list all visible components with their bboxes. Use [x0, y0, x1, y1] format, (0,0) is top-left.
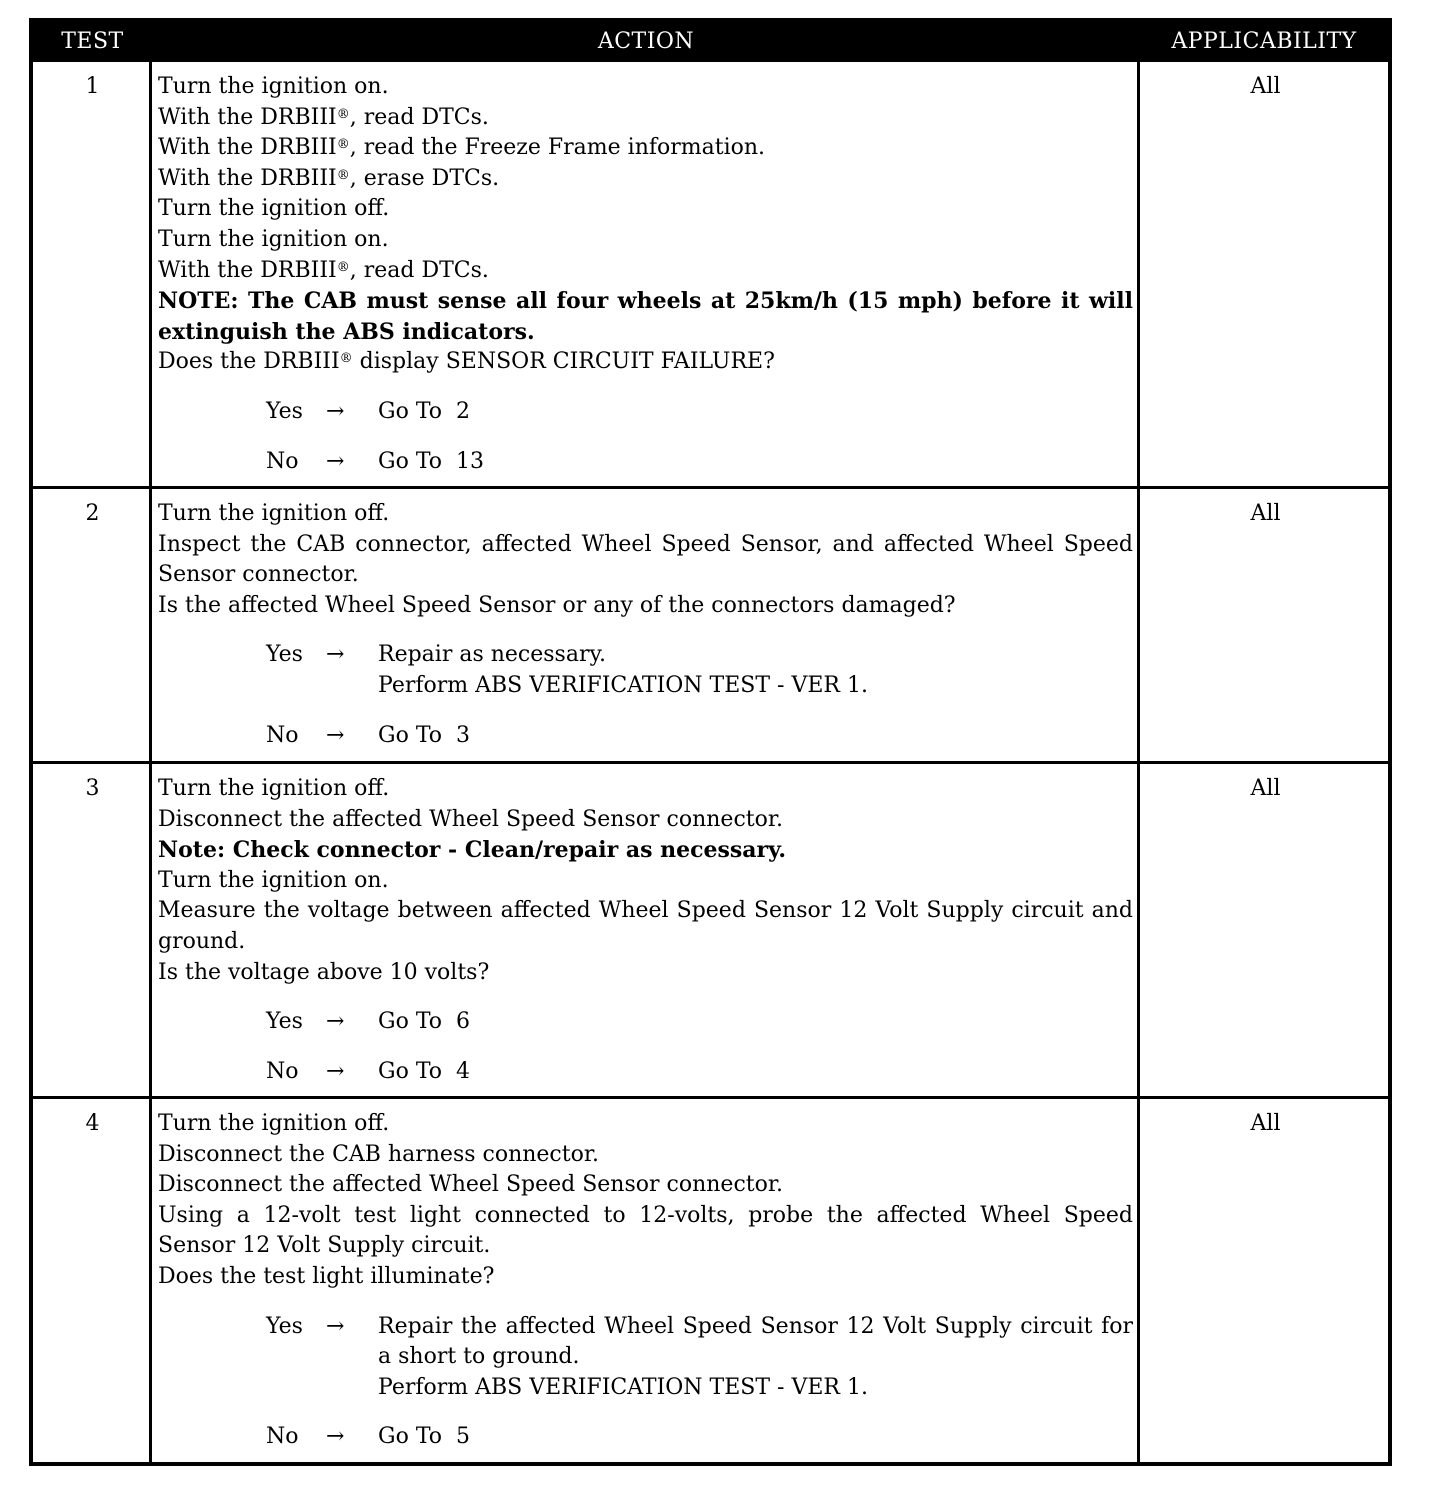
answer-result: Perform ABS VERIFICATION TEST - VER 1.: [378, 672, 868, 698]
table-row: [33, 764, 1388, 1096]
applicability-cell: All: [1250, 501, 1281, 526]
action-question: Does the test light illuminate?: [158, 1263, 495, 1289]
answer-label: Yes: [266, 1313, 303, 1339]
registered-mark: ®: [336, 259, 350, 275]
header-test: TEST: [61, 29, 124, 54]
action-line: Disconnect the affected Wheel Speed Sensor connector.: [158, 1172, 783, 1198]
action-cell: [158, 1109, 1133, 1453]
test-number: 4: [85, 1111, 100, 1136]
applicability-cell: All: [1250, 74, 1281, 99]
test-number: 3: [85, 776, 100, 801]
arrow-icon: →: [326, 1313, 345, 1339]
answer-label: No: [266, 1058, 299, 1084]
answer-yes: [158, 640, 1133, 701]
arrow-icon: →: [326, 1424, 345, 1450]
answer-yes: [158, 1312, 1133, 1404]
action-line: With the DRBIII®, erase DTCs.: [158, 165, 500, 191]
answer-no: [158, 721, 1133, 752]
goto-text: Go To: [378, 398, 443, 424]
answer-yes: [158, 1007, 1133, 1038]
registered-mark: ®: [336, 137, 350, 153]
action-line: Inspect the CAB connector, affected Wheel Speed Sensor, and affected Wheel Speed Sensor connector.: [158, 531, 1133, 588]
answer-no: [158, 1422, 1133, 1453]
table-header: [33, 22, 1388, 62]
action-line: Turn the ignition on.: [158, 226, 389, 252]
answer-result: Repair the affected Wheel Speed Sensor 12 Volt Supply circuit for a short to ground.: [378, 1313, 1133, 1370]
table-row: [33, 62, 1388, 486]
answer-label: Yes: [266, 1009, 303, 1035]
applicability-cell: All: [1250, 1111, 1281, 1136]
answer-label: No: [266, 722, 299, 748]
table-row: [33, 1099, 1388, 1462]
answer-label: No: [266, 448, 299, 474]
action-line: Using a 12-volt test light connected to 12-volts, probe the affected Wheel Speed Sensor 12 Volt Supply circuit.: [158, 1202, 1133, 1259]
action-line: Turn the ignition on.: [158, 867, 389, 893]
table-row: [33, 489, 1388, 761]
arrow-icon: →: [326, 1009, 345, 1035]
action-line: With the DRBIII®, read the Freeze Frame information.: [158, 135, 766, 161]
arrow-icon: →: [326, 398, 345, 424]
answer-label: Yes: [266, 398, 303, 424]
goto-target: 6: [456, 1009, 471, 1035]
goto-text: Go To: [378, 448, 443, 474]
registered-mark: ®: [336, 167, 350, 183]
action-line: Turn the ignition off.: [158, 1111, 390, 1136]
action-line: Turn the ignition off.: [158, 501, 390, 526]
action-cell: [158, 72, 1133, 477]
action-question: Is the voltage above 10 volts?: [158, 959, 490, 985]
goto-text: Go To: [378, 1424, 443, 1450]
answer-result: Perform ABS VERIFICATION TEST - VER 1.: [378, 1374, 868, 1400]
action-line: Turn the ignition off.: [158, 196, 390, 222]
goto-target: 2: [456, 398, 471, 424]
answer-label: No: [266, 1424, 299, 1450]
registered-mark: ®: [339, 351, 353, 367]
goto-target: 4: [456, 1058, 471, 1084]
registered-mark: ®: [336, 106, 350, 122]
test-number: 1: [85, 74, 100, 99]
arrow-icon: →: [326, 1058, 345, 1084]
action-cell: [158, 774, 1133, 1087]
answer-no: [158, 1057, 1133, 1088]
header-action: ACTION: [597, 29, 695, 54]
action-line: With the DRBIII®, read DTCs.: [158, 257, 489, 283]
action-note: NOTE: The CAB must sense all four wheels at 25km/h (15 mph) before it will extinguish the ABS indicators.: [158, 288, 1133, 345]
action-line: Disconnect the CAB harness connector.: [158, 1141, 599, 1167]
action-question: Is the affected Wheel Speed Sensor or any of the connectors damaged?: [158, 592, 956, 618]
action-cell: [158, 499, 1133, 751]
goto-target: 3: [456, 722, 471, 748]
arrow-icon: →: [326, 448, 345, 474]
goto-text: Go To: [378, 722, 443, 748]
answer-result: Repair as necessary.: [378, 642, 606, 668]
goto-text: Go To: [378, 1009, 443, 1035]
diagnostic-table: [29, 18, 1392, 1466]
action-note: Note: Check connector - Clean/repair as necessary.: [158, 837, 787, 864]
action-question: Does the DRBIII® display SENSOR CIRCUIT FAILURE?: [158, 349, 775, 375]
action-line: Turn the ignition on.: [158, 74, 389, 99]
action-line: Measure the voltage between affected Wheel Speed Sensor 12 Volt Supply circuit and ground.: [158, 898, 1133, 954]
goto-text: Go To: [378, 1058, 443, 1084]
arrow-icon: →: [326, 722, 345, 748]
action-line: Turn the ignition off.: [158, 776, 390, 801]
goto-target: 5: [456, 1424, 471, 1450]
applicability-cell: All: [1250, 776, 1281, 801]
answer-yes: [158, 397, 1133, 428]
action-line: With the DRBIII®, read DTCs.: [158, 104, 489, 130]
action-line: Disconnect the affected Wheel Speed Sensor connector.: [158, 806, 783, 832]
test-number: 2: [85, 501, 100, 526]
arrow-icon: →: [326, 642, 345, 668]
header-applicability: APPLICABILITY: [1171, 29, 1357, 54]
goto-target: 13: [456, 448, 485, 474]
answer-no: [158, 447, 1133, 478]
answer-label: Yes: [266, 642, 303, 668]
